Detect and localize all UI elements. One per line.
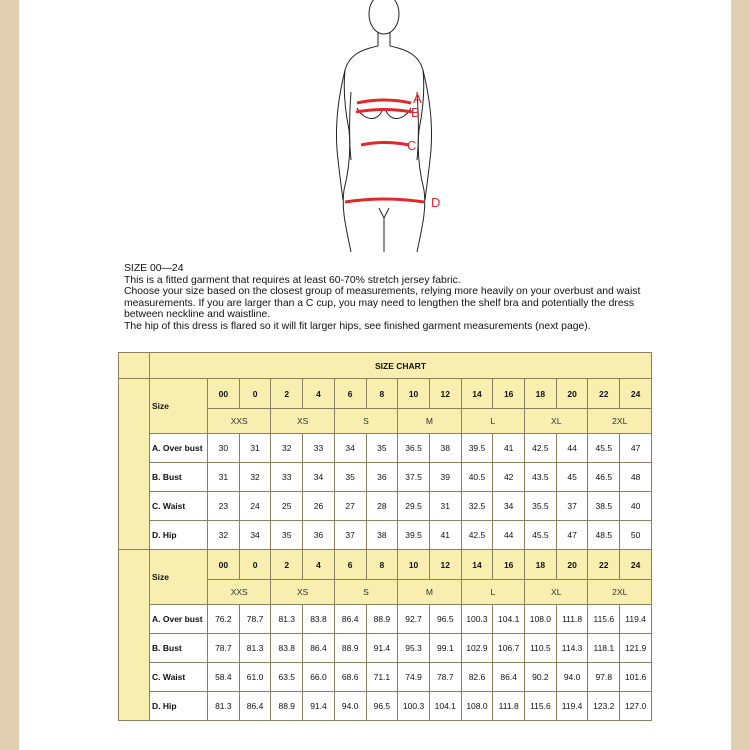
measurement-value: 104.1 [429, 692, 461, 721]
head-outline [369, 0, 399, 34]
measurement-value: 97.8 [588, 663, 620, 692]
fabric-note: This is a fitted garment that requires at least 60-70% stretch jersey fabric. [124, 274, 461, 286]
size-number: 24 [620, 379, 652, 409]
marker-d: D [431, 195, 441, 210]
measurement-value: 35.5 [525, 492, 557, 521]
measurement-label: C. Waist [150, 663, 208, 692]
size-number: 4 [303, 379, 335, 409]
table-row [119, 605, 652, 634]
measurement-label: A. Over bust [150, 605, 208, 634]
size-number: 2 [271, 550, 303, 580]
size-number: 16 [493, 550, 525, 580]
size-number: 8 [366, 550, 398, 580]
table-row [119, 492, 652, 521]
measurement-value: 88.9 [366, 605, 398, 634]
measurement-value: 100.3 [461, 605, 493, 634]
measurement-value: 47 [620, 434, 652, 463]
measurement-value: 40.5 [461, 463, 493, 492]
measurement-value: 78.7 [429, 663, 461, 692]
size-number: 12 [429, 379, 461, 409]
measurement-value: 83.8 [303, 605, 335, 634]
measurement-value: 39.5 [398, 521, 430, 550]
measurement-value: 31 [208, 463, 240, 492]
measurement-value: 41 [493, 434, 525, 463]
measurement-value: 36.5 [398, 434, 430, 463]
measurement-value: 108.0 [525, 605, 557, 634]
size-number: 6 [334, 550, 366, 580]
size-group: XL [525, 580, 588, 605]
measurement-value: 76.2 [208, 605, 240, 634]
measurement-value: 61.0 [239, 663, 271, 692]
measurement-value: 34 [493, 492, 525, 521]
measurement-value: 50 [620, 521, 652, 550]
size-number: 2 [271, 379, 303, 409]
measurement-value: 23 [208, 492, 240, 521]
measure-line-b [356, 110, 412, 113]
table-side-band [119, 379, 150, 550]
size-number: 00 [208, 550, 240, 580]
measurement-value: 81.3 [208, 692, 240, 721]
measurement-value: 35 [271, 521, 303, 550]
table-row [119, 521, 652, 550]
measurement-value: 34 [334, 434, 366, 463]
measurement-value: 41 [429, 521, 461, 550]
measurement-value: 35 [334, 463, 366, 492]
measurement-value: 82.6 [461, 663, 493, 692]
measurement-value: 94.0 [334, 692, 366, 721]
measurement-value: 111.8 [556, 605, 588, 634]
measurement-value: 33 [303, 434, 335, 463]
measurement-value: 39 [429, 463, 461, 492]
measurement-value: 101.6 [620, 663, 652, 692]
measurement-value: 66.0 [303, 663, 335, 692]
measurement-value: 47 [556, 521, 588, 550]
size-chart [118, 352, 651, 721]
size-header-row [119, 379, 652, 409]
size-number: 0 [239, 379, 271, 409]
measurement-value: 86.4 [493, 663, 525, 692]
measurement-value: 94.0 [556, 663, 588, 692]
size-number: 22 [588, 379, 620, 409]
measurement-value: 45.5 [588, 434, 620, 463]
measurement-value: 88.9 [271, 692, 303, 721]
size-number: 8 [366, 379, 398, 409]
size-number: 4 [303, 550, 335, 580]
size-group: XS [271, 580, 334, 605]
measurement-value: 88.9 [334, 634, 366, 663]
size-group: XXS [208, 580, 271, 605]
measurement-value: 25 [271, 492, 303, 521]
measurement-label: D. Hip [150, 692, 208, 721]
size-label: Size [150, 379, 208, 434]
measurement-value: 31 [429, 492, 461, 521]
measurement-value: 37.5 [398, 463, 430, 492]
chart-title: SIZE CHART [150, 353, 652, 379]
size-number: 10 [398, 379, 430, 409]
size-group: M [398, 580, 461, 605]
measurement-value: 35 [366, 434, 398, 463]
measurement-value: 91.4 [303, 692, 335, 721]
measurement-value: 32 [271, 434, 303, 463]
size-group: S [334, 580, 397, 605]
measurement-value: 110.5 [525, 634, 557, 663]
measurement-value: 78.7 [239, 605, 271, 634]
measurement-value: 108.0 [461, 692, 493, 721]
size-group: L [461, 580, 524, 605]
size-group: 2XL [588, 580, 652, 605]
size-number: 0 [239, 550, 271, 580]
measurement-value: 45.5 [525, 521, 557, 550]
measurement-value: 38 [366, 521, 398, 550]
body-measurement-figure [299, 0, 479, 260]
measurement-value: 123.2 [588, 692, 620, 721]
measurement-value: 96.5 [429, 605, 461, 634]
measurement-value: 127.0 [620, 692, 652, 721]
measurement-label: B. Bust [150, 634, 208, 663]
size-number: 20 [556, 550, 588, 580]
measurement-value: 48.5 [588, 521, 620, 550]
measurement-value: 86.4 [239, 692, 271, 721]
measurement-value: 115.6 [588, 605, 620, 634]
size-number: 18 [525, 379, 557, 409]
size-number: 10 [398, 550, 430, 580]
size-intro-text [124, 263, 654, 333]
size-guide-page [19, 0, 731, 750]
size-number: 14 [461, 550, 493, 580]
measurement-value: 71.1 [366, 663, 398, 692]
table-row [119, 692, 652, 721]
measurement-value: 86.4 [334, 605, 366, 634]
measurement-value: 34 [239, 521, 271, 550]
measurement-value: 91.4 [366, 634, 398, 663]
measurement-value: 28 [366, 492, 398, 521]
measurement-value: 74.9 [398, 663, 430, 692]
measurement-value: 86.4 [303, 634, 335, 663]
measurement-value: 44 [556, 434, 588, 463]
measurement-value: 40 [620, 492, 652, 521]
size-group: S [334, 409, 397, 434]
fit-note: Choose your size based on the closest group of measurements, relying more heavily on your overbust and waist measurements. If you are larger than a C cup, you may need to lengthen the shelf bra and potentially the dress between neckline and waistline. [124, 286, 641, 321]
measurement-value: 42.5 [461, 521, 493, 550]
measure-line-d [345, 199, 424, 202]
measurement-value: 95.3 [398, 634, 430, 663]
measurement-value: 68.6 [334, 663, 366, 692]
size-number: 22 [588, 550, 620, 580]
table-row [119, 663, 652, 692]
size-group: 2XL [588, 409, 652, 434]
measurement-label: A. Over bust [150, 434, 208, 463]
measurement-value: 44 [493, 521, 525, 550]
measurement-value: 111.8 [493, 692, 525, 721]
measurement-value: 32.5 [461, 492, 493, 521]
measurement-value: 37 [334, 521, 366, 550]
chart-corner-cell [119, 353, 150, 379]
size-group: M [398, 409, 461, 434]
measurement-value: 81.3 [271, 605, 303, 634]
measurement-value: 36 [366, 463, 398, 492]
measure-line-c [361, 143, 409, 146]
measurement-value: 27 [334, 492, 366, 521]
measurement-value: 104.1 [493, 605, 525, 634]
measurement-value: 32 [208, 521, 240, 550]
size-range-heading: SIZE 00—24 [124, 263, 184, 274]
measurement-value: 37 [556, 492, 588, 521]
measurement-value: 100.3 [398, 692, 430, 721]
measurement-value: 115.6 [525, 692, 557, 721]
size-header-row [119, 550, 652, 580]
measurement-value: 119.4 [620, 605, 652, 634]
measurement-label: D. Hip [150, 521, 208, 550]
measurement-value: 92.7 [398, 605, 430, 634]
measurement-value: 96.5 [366, 692, 398, 721]
measurement-value: 81.3 [239, 634, 271, 663]
measurement-value: 34 [303, 463, 335, 492]
table-row [119, 434, 652, 463]
hip-note: The hip of this dress is flared so it will fit larger hips, see finished garment measurements (next page). [124, 320, 591, 332]
measurement-value: 102.9 [461, 634, 493, 663]
measurement-label: C. Waist [150, 492, 208, 521]
measurement-value: 24 [239, 492, 271, 521]
marker-c: C [407, 138, 417, 153]
measurement-value: 43.5 [525, 463, 557, 492]
table-row [119, 463, 652, 492]
measurement-value: 45 [556, 463, 588, 492]
table-row [119, 634, 652, 663]
measurement-value: 42 [493, 463, 525, 492]
measurement-value: 99.1 [429, 634, 461, 663]
measurement-value: 63.5 [271, 663, 303, 692]
measurement-value: 38 [429, 434, 461, 463]
size-number: 6 [334, 379, 366, 409]
measurement-label: B. Bust [150, 463, 208, 492]
size-number: 24 [620, 550, 652, 580]
size-number: 18 [525, 550, 557, 580]
measure-line-a [357, 100, 411, 103]
measurement-value: 106.7 [493, 634, 525, 663]
measurement-value: 39.5 [461, 434, 493, 463]
measurement-value: 46.5 [588, 463, 620, 492]
size-number: 16 [493, 379, 525, 409]
measurement-value: 30 [208, 434, 240, 463]
measurement-value: 38.5 [588, 492, 620, 521]
measurement-value: 48 [620, 463, 652, 492]
size-group: XXS [208, 409, 271, 434]
measurement-value: 119.4 [556, 692, 588, 721]
measurement-value: 118.1 [588, 634, 620, 663]
measurement-value: 83.8 [271, 634, 303, 663]
size-group: L [461, 409, 524, 434]
size-chart-table [118, 352, 652, 721]
measurement-value: 33 [271, 463, 303, 492]
size-label: Size [150, 550, 208, 605]
measurement-value: 29.5 [398, 492, 430, 521]
table-side-band [119, 550, 150, 721]
marker-b: B [411, 105, 420, 120]
marker-a: A [413, 91, 422, 106]
measurement-value: 36 [303, 521, 335, 550]
size-group: XL [525, 409, 588, 434]
measurement-value: 90.2 [525, 663, 557, 692]
measurement-value: 31 [239, 434, 271, 463]
size-number: 20 [556, 379, 588, 409]
measurement-value: 78.7 [208, 634, 240, 663]
measurement-value: 42.5 [525, 434, 557, 463]
measurement-value: 26 [303, 492, 335, 521]
size-number: 14 [461, 379, 493, 409]
size-number: 00 [208, 379, 240, 409]
measurement-value: 121.9 [620, 634, 652, 663]
measurement-value: 32 [239, 463, 271, 492]
measurement-value: 58.4 [208, 663, 240, 692]
size-group: XS [271, 409, 334, 434]
size-number: 12 [429, 550, 461, 580]
measurement-value: 114.3 [556, 634, 588, 663]
